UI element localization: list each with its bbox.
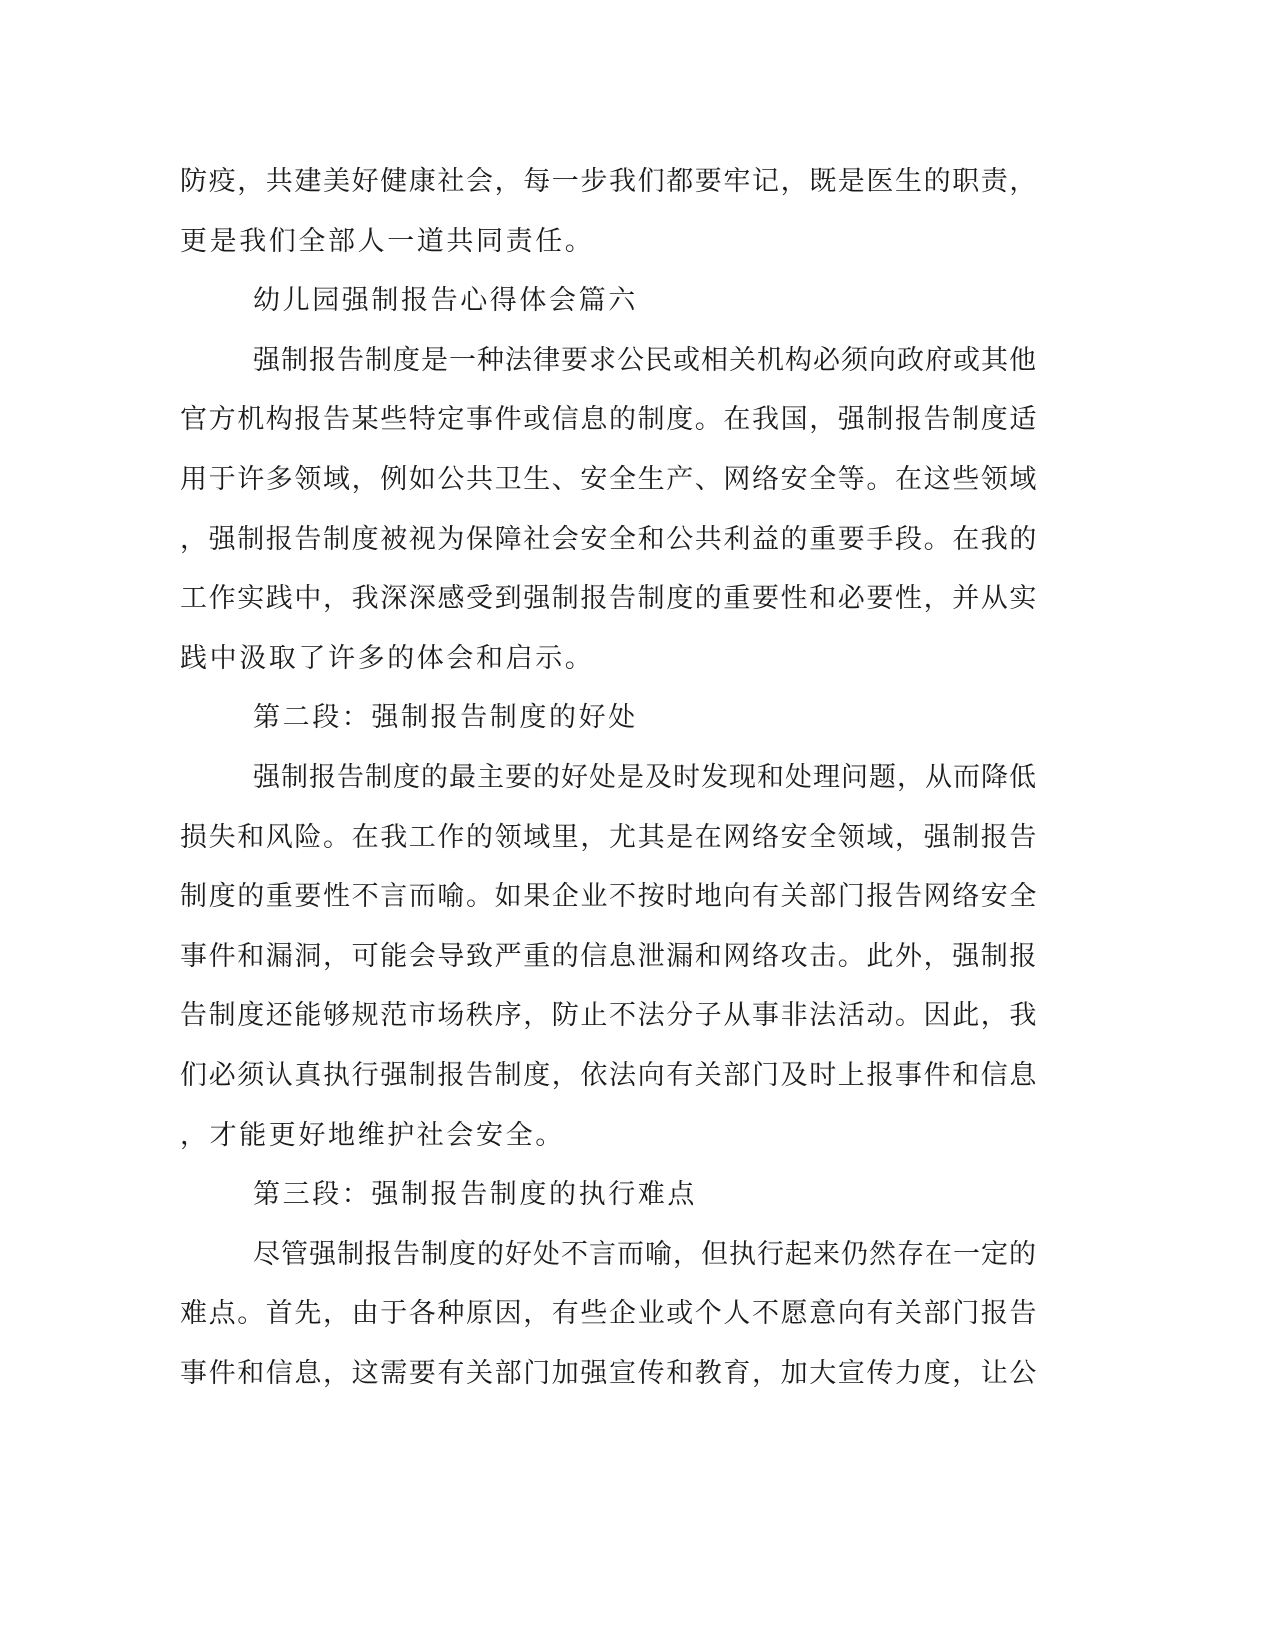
- body-text: [180, 152, 1040, 1403]
- text-line: 损失和风险。在我工作的领域里，尤其是在网络安全领域，强制报告: [180, 821, 1038, 853]
- text-line: 尽管强制报告制度的好处不言而喻，但执行起来仍然存在一定的: [253, 1238, 1037, 1270]
- text-line: 更是我们全部人一道共同责任。: [180, 225, 595, 257]
- text-line: 事件和漏洞，可能会导致严重的信息泄漏和网络攻击。此外，强制报: [180, 940, 1038, 972]
- text-line: 践中汲取了许多的体会和启示。: [180, 642, 595, 674]
- text-line: 告制度还能够规范市场秩序，防止不法分子从事非法活动。因此，我: [180, 1000, 1038, 1032]
- text-line: 防疫，共建美好健康社会，每一步我们都要牢记，既是医生的职责，: [180, 166, 1038, 197]
- section-heading: 第二段：强制报告制度的好处: [253, 702, 638, 734]
- text-line: 官方机构报告某些特定事件或信息的制度。在我国，强制报告制度适: [180, 404, 1038, 436]
- text-line: 强制报告制度是一种法律要求公民或相关机构必须向政府或其他: [253, 344, 1037, 376]
- text-line: 事件和信息，这需要有关部门加强宣传和教育，加大宣传力度，让公: [180, 1357, 1038, 1389]
- text-line: 制度的重要性不言而喻。如果企业不按时地向有关部门报告网络安全: [180, 881, 1038, 913]
- text-line: 用于许多领域，例如公共卫生、安全生产、网络安全等。在这些领域: [180, 463, 1038, 495]
- text-line: 们必须认真执行强制报告制度，依法向有关部门及时上报事件和信息: [180, 1059, 1038, 1091]
- text-line: ，强制报告制度被视为保障社会安全和公共利益的重要手段。在我的: [180, 523, 1038, 555]
- section-heading: 第三段：强制报告制度的执行难点: [253, 1179, 697, 1211]
- section-heading: 幼儿园强制报告心得体会篇六: [253, 285, 638, 317]
- text-line: 难点。首先，由于各种原因，有些企业或个人不愿意向有关部门报告: [180, 1298, 1038, 1330]
- text-line: ，才能更好地维护社会安全。: [180, 1119, 565, 1151]
- text-line: 强制报告制度的最主要的好处是及时发现和处理问题，从而降低: [253, 761, 1037, 793]
- text-line: 工作实践中，我深深感受到强制报告制度的重要性和必要性，并从实: [180, 583, 1038, 615]
